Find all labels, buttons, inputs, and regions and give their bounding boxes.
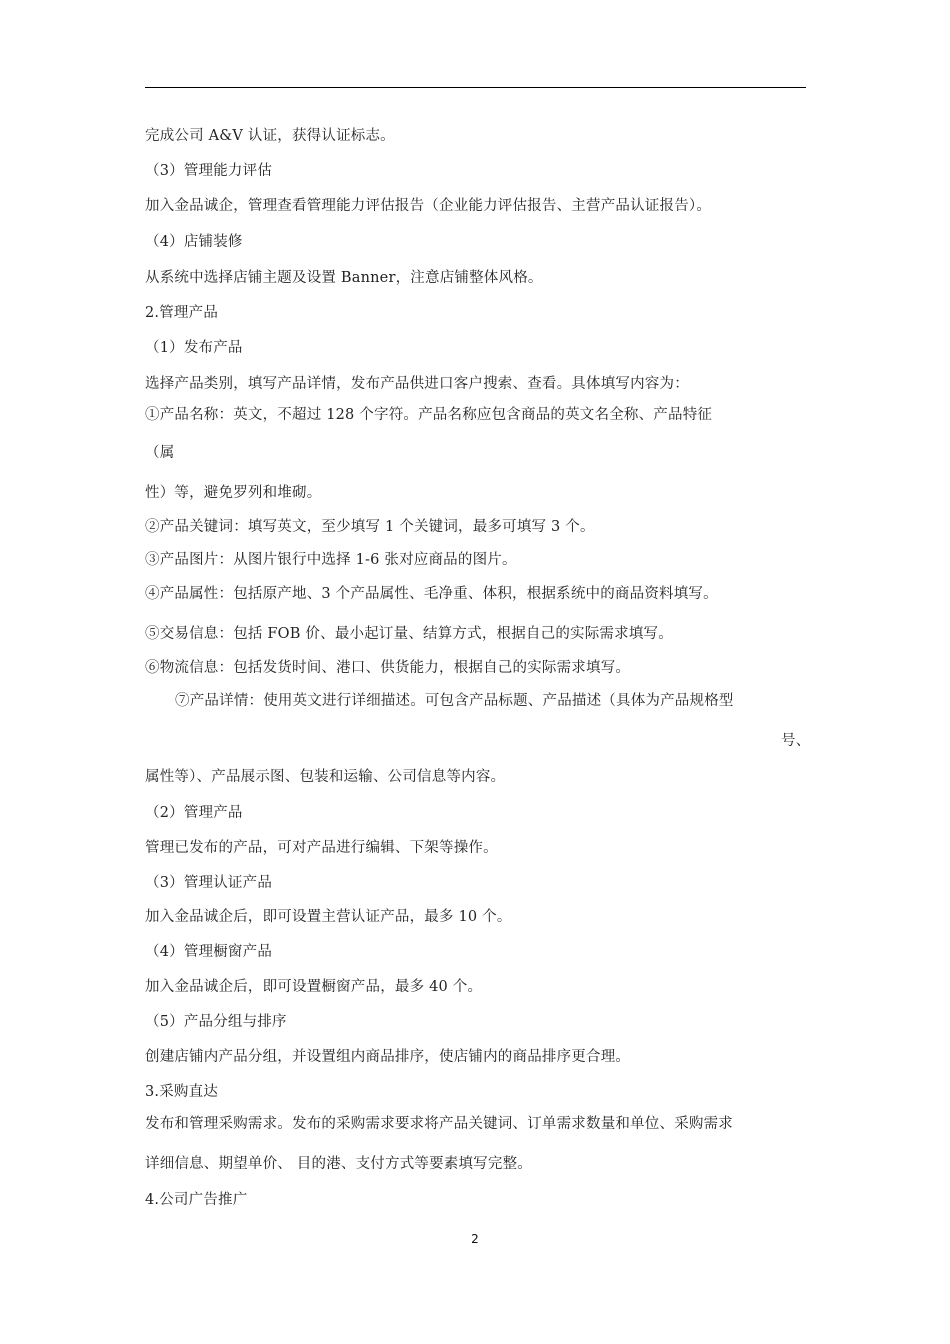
subheading: （3）管理认证产品 [145, 875, 273, 891]
header-rule [145, 87, 806, 88]
page-number: 2 [471, 1232, 479, 1246]
text-line: （属 [145, 445, 175, 461]
section-heading: 3.采购直达 [145, 1084, 219, 1100]
subheading: （4）店铺装修 [145, 234, 243, 250]
list-item: ⑦产品详情：使用英文进行详细描述。可包含产品标题、产品描述（具体为产品规格型 [175, 693, 734, 709]
text-line: 管理已发布的产品，可对产品进行编辑、下架等操作。 [145, 840, 498, 856]
list-item: ⑥物流信息：包括发货时间、港口、供货能力，根据自己的实际需求填写。 [145, 660, 631, 676]
subheading: （1）发布产品 [145, 340, 243, 356]
text-line: 发布和管理采购需求。发布的采购需求要求将产品关键词、订单需求数量和单位、采购需求 [145, 1116, 733, 1132]
text-line: 加入金品诚企后，即可设置橱窗产品，最多 40 个。 [145, 979, 483, 995]
subheading: （2）管理产品 [145, 805, 243, 821]
text-line: 属性等）、产品展示图、包装和运输、公司信息等内容。 [145, 769, 506, 785]
text-line: 选择产品类别，填写产品详情，发布产品供进口客户搜索、查看。具体填写内容为： [145, 376, 689, 392]
list-item: ②产品关键词：填写英文，至少填写 1 个关键词，最多可填写 3 个。 [145, 519, 595, 535]
section-heading: 2.管理产品 [145, 305, 219, 321]
subheading: （3）管理能力评估 [145, 163, 273, 179]
text-line: 加入金品诚企，管理查看管理能力评估报告（企业能力评估报告、主营产品认证报告）。 [145, 198, 712, 214]
text-line: 从系统中选择店铺主题及设置 Banner，注意店铺整体风格。 [145, 270, 543, 286]
list-item: ④产品属性：包括原产地、3 个产品属性、毛净重、体积，根据系统中的商品资料填写。 [145, 586, 718, 602]
text-line: 完成公司 A&V 认证，获得认证标志。 [145, 128, 395, 144]
list-item: ③产品图片：从图片银行中选择 1-6 张对应商品的图片。 [145, 552, 517, 568]
list-item: ⑤交易信息：包括 FOB 价、最小起订量、结算方式，根据自己的实际需求填写。 [145, 626, 673, 642]
section-heading: 4.公司广告推广 [145, 1192, 248, 1208]
text-line: 加入金品诚企后，即可设置主营认证产品，最多 10 个。 [145, 909, 512, 925]
text-line: 性）等，避免罗列和堆砌。 [145, 485, 322, 501]
text-line: 号、 [781, 733, 811, 749]
list-item: ①产品名称：英文，不超过 128 个字符。产品名称应包含商品的英文名全称、产品特征 [145, 407, 713, 423]
text-line: 详细信息、期望单价、 目的港、支付方式等要素填写完整。 [145, 1156, 533, 1172]
subheading: （4）管理橱窗产品 [145, 944, 273, 960]
subheading: （5）产品分组与排序 [145, 1014, 287, 1030]
text-line: 创建店铺内产品分组，并设置组内商品排序，使店铺内的商品排序更合理。 [145, 1049, 631, 1065]
